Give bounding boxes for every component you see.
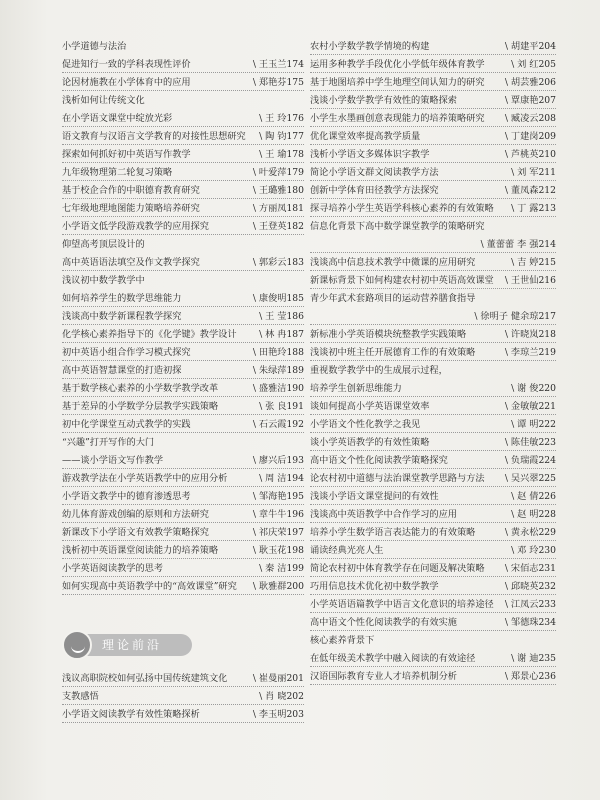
entry-title: 初中化学课堂互动式教学的实践 <box>62 419 191 430</box>
toc-entry <box>62 488 304 506</box>
toc-entry <box>62 254 304 272</box>
entry-title: 论因材施教在小学体育中的应用 <box>62 77 191 88</box>
toc-entry <box>310 308 556 326</box>
entry-author-page: \ 王玉兰174 <box>252 59 304 70</box>
entry-author-page: \ 吉 婷215 <box>511 257 556 268</box>
entry-author-page: \ 芦桃英210 <box>504 149 556 160</box>
entry-author-page: \ 祁庆荣197 <box>252 527 304 538</box>
entry-author-page: \ 王世仙216 <box>504 275 556 286</box>
toc-entry <box>62 706 304 724</box>
toc-entry <box>310 182 556 200</box>
entry-title: 化学核心素养指导下的《化学键》教学设计 <box>62 329 237 340</box>
entry-author-page: \ 丁建岗209 <box>504 131 556 142</box>
entry-author-page: \ 郭彩云183 <box>252 257 304 268</box>
toc-entry <box>310 110 556 128</box>
toc-entry <box>310 524 556 542</box>
entry-author-page: \ 肖 晓202 <box>259 691 304 702</box>
entry-title: 青少年武术套路项目的运动营养膳食指导 <box>310 293 476 304</box>
entry-author-page: \ 王 莹186 <box>259 311 304 322</box>
entry-title: 信息化背景下高中数学课堂教学的策略研究 <box>310 221 485 232</box>
toc-entry <box>62 308 304 326</box>
toc-entry <box>62 236 304 254</box>
entry-author-page: \ 林 冉187 <box>259 329 304 340</box>
entry-title: 基于地图培养中学生地理空间认知力的研究 <box>310 77 485 88</box>
entry-title: 浅谈高中英语教学中合作学习的应用 <box>310 509 457 520</box>
toc-entry <box>62 110 304 128</box>
book-icon <box>62 630 92 660</box>
section-header <box>62 630 202 660</box>
entry-title: 七年级地理地图能力策略培养研究 <box>62 203 200 214</box>
entry-author-page: \ 刘 军211 <box>511 167 556 178</box>
entry-title: 新标准小学英语模块统整教学实践策略 <box>310 329 467 340</box>
entry-author-page: \ 张 良191 <box>259 401 304 412</box>
toc-entry <box>62 74 304 92</box>
entry-title: 在低年级美术教学中融入阅读的有效途径 <box>310 653 476 664</box>
entry-author-page: \ 陈佳敏223 <box>504 437 556 448</box>
entry-title: 浅析如何让传统文化 <box>62 95 145 106</box>
toc-entry <box>310 344 556 362</box>
toc-entry <box>310 398 556 416</box>
entry-author-page: \ 耿雅群200 <box>252 581 304 592</box>
entry-title: 浅谈高中信息技术教学中微课的应用研究 <box>310 257 476 268</box>
toc-entry <box>62 128 304 146</box>
toc-entry <box>310 146 556 164</box>
toc-entry <box>310 614 556 632</box>
entry-author-page: \ 金敏敏221 <box>504 401 556 412</box>
toc-entry <box>62 506 304 524</box>
entry-author-page: \ 邹海艳195 <box>252 491 304 502</box>
entry-title: 高中英语智慧课堂的打造初探 <box>62 365 182 376</box>
toc-entry <box>62 560 304 578</box>
entry-author-page: \ 方丽凤181 <box>252 203 304 214</box>
toc-entry <box>62 272 304 290</box>
toc-entry <box>310 380 556 398</box>
section-title: 理论前沿 <box>102 638 163 652</box>
toc-entry <box>62 452 304 470</box>
toc-entry <box>62 146 304 164</box>
entry-title: 语文教育与汉语言文学教育的对接性思想研究 <box>62 131 246 142</box>
entry-title: 促进知行一致的学科表现性评价 <box>62 59 191 70</box>
entry-title: 如何培养学生的数学思维能力 <box>62 293 182 304</box>
entry-author-page: \ 邓 玲230 <box>511 545 556 556</box>
toc-column-left-lower <box>62 670 304 724</box>
toc-entry <box>310 254 556 272</box>
entry-author-page: \ 王 玲176 <box>259 113 304 124</box>
toc-entry <box>310 506 556 524</box>
entry-title: 创新中学体育田径教学方法探究 <box>310 185 439 196</box>
toc-entry <box>62 434 304 452</box>
toc-entry <box>310 236 556 254</box>
entry-title: 汉语国际教育专业人才培养机制分析 <box>310 671 457 682</box>
entry-author-page: \ 田艳玲188 <box>252 347 304 358</box>
entry-title: 小学语文低学段游戏教学的应用探究 <box>62 221 209 232</box>
toc-entry <box>62 670 304 688</box>
entry-author-page: \ 盛雅洁190 <box>252 383 304 394</box>
entry-author-page: \ 胡建平204 <box>504 41 556 52</box>
toc-entry <box>62 416 304 434</box>
toc-entry <box>310 578 556 596</box>
entry-title: 简论农村初中体育教学存在问题及解决策略 <box>310 563 485 574</box>
entry-author-page: \ 黄永松229 <box>504 527 556 538</box>
entry-title: ——谈小学语文写作教学 <box>62 455 164 466</box>
toc-entry <box>310 560 556 578</box>
entry-title: 新课改下小学语文有效教学策略探究 <box>62 527 209 538</box>
toc-entry <box>310 596 556 614</box>
entry-author-page: \ 石云霞192 <box>252 419 304 430</box>
toc-entry <box>62 398 304 416</box>
entry-title: 小学英语阅读教学的思考 <box>62 563 164 574</box>
entry-author-page: \ 负瑞霞224 <box>504 455 556 466</box>
entry-title: 高中语文个性化阅读教学策略探究 <box>310 455 448 466</box>
entry-title: 小学道德与法治 <box>62 41 127 52</box>
entry-title: 小学语文教学中的德育渗透思考 <box>62 491 191 502</box>
entry-author-page: \ 臧凌云208 <box>504 113 556 124</box>
entry-title: 浅析小学语文多媒体识字教学 <box>310 149 430 160</box>
entry-title: 探寻培养小学生英语学科核心素养的有效策略 <box>310 203 494 214</box>
entry-title: 小学英语语篇教学中语言文化意识的培养途径 <box>310 599 494 610</box>
entry-author-page: \ 谢 迪235 <box>511 653 556 664</box>
entry-title: 浅谈高中数学新课程教学探究 <box>62 311 182 322</box>
entry-title: 谈小学英语教学的有效性策略 <box>310 437 430 448</box>
entry-title: 支教感悟 <box>62 691 99 702</box>
entry-author-page: \ 丁 露213 <box>511 203 556 214</box>
toc-entry <box>310 488 556 506</box>
entry-title: 农村小学数学教学情境的构建 <box>310 41 430 52</box>
toc-entry <box>62 290 304 308</box>
entry-author-page: \ 刘 红205 <box>511 59 556 70</box>
toc-entry <box>310 650 556 668</box>
toc-entry <box>310 632 556 650</box>
entry-title: 小学语文阅读教学有效性策略探析 <box>62 709 200 720</box>
entry-title: 在小学语文课堂中绽放光彩 <box>62 113 173 124</box>
entry-author-page: \ 耿玉花198 <box>252 545 304 556</box>
entry-title: 仰望高考顶层设计的 <box>62 239 145 250</box>
toc-entry <box>62 470 304 488</box>
toc-entry <box>310 542 556 560</box>
entry-author-page: \ 陶 钧177 <box>259 131 304 142</box>
entry-author-page: \ 赵 明228 <box>511 509 556 520</box>
toc-entry <box>310 452 556 470</box>
entry-title: 重视数学教学中的生成展示过程， <box>310 365 448 376</box>
entry-title: 浅谈小学语文课堂提问的有效性 <box>310 491 439 502</box>
toc-entry <box>62 542 304 560</box>
toc-entry <box>62 218 304 236</box>
entry-title: 浅议高职院校如何弘扬中国传统建筑文化 <box>62 673 228 684</box>
toc-entry <box>310 92 556 110</box>
entry-author-page: \ 廖兴后193 <box>252 455 304 466</box>
entry-author-page: \ 章牛牛196 <box>252 509 304 520</box>
entry-title: 初中英语小组合作学习模式探究 <box>62 347 191 358</box>
entry-title: 如何实现高中英语教学中的“高效课堂”研究 <box>62 581 237 592</box>
entry-title: 小学语文个性化教学之我见 <box>310 419 421 430</box>
toc-entry <box>310 326 556 344</box>
entry-title: 基于校企合作的中职德育教育研究 <box>62 185 200 196</box>
toc-entry <box>62 164 304 182</box>
entry-title: 培养学生创新思维能力 <box>310 383 402 394</box>
entry-author-page: \ 崔曼丽201 <box>252 673 304 684</box>
entry-author-page: \ 谢 俊220 <box>511 383 556 394</box>
entry-title: 游戏教学法在小学英语教学中的应用分析 <box>62 473 228 484</box>
entry-title: 巧用信息技术优化初中数学教学 <box>310 581 439 592</box>
toc-entry <box>310 128 556 146</box>
entry-title: 九年级物理第二轮复习策略 <box>62 167 173 178</box>
entry-title: 高中英语语法填空及作文教学探究 <box>62 257 200 268</box>
toc-entry <box>62 56 304 74</box>
toc-entry <box>62 182 304 200</box>
entry-author-page: \ 王 瑜178 <box>259 149 304 160</box>
entry-title: 浅谈小学数学教学有效性的策略探索 <box>310 95 457 106</box>
entry-author-page: \ 王登英182 <box>252 221 304 232</box>
toc-entry <box>62 578 304 596</box>
entry-author-page: \ 李玉明203 <box>252 709 304 720</box>
entry-title: 浅谈初中班主任开展德育工作的有效策略 <box>310 347 476 358</box>
toc-entry <box>62 326 304 344</box>
entry-title: 论农村初中道德与法治课堂教学思路与方法 <box>310 473 485 484</box>
toc-entry <box>310 74 556 92</box>
toc-entry <box>62 524 304 542</box>
entry-title: 简论小学语文群文阅读教学方法 <box>310 167 439 178</box>
toc-entry <box>310 38 556 56</box>
entry-title: 培养小学生数学语言表达能力的有效策略 <box>310 527 476 538</box>
entry-author-page: \ 赵 倩226 <box>511 491 556 502</box>
entry-author-page: \ 江凤云233 <box>504 599 556 610</box>
toc-entry <box>62 38 304 56</box>
entry-author-page: \ 康俊明185 <box>252 293 304 304</box>
entry-title: 幼儿体育游戏创编的原则和方法研究 <box>62 509 209 520</box>
toc-entry <box>310 416 556 434</box>
entry-author-page: \ 吴兴翠225 <box>504 473 556 484</box>
entry-author-page: \ 叶爱萍179 <box>252 167 304 178</box>
entry-title: 新课标背景下如何构建农村初中英语高效课堂 <box>310 275 494 286</box>
entry-author-page: \ 郑景心236 <box>504 671 556 682</box>
entry-author-page: \ 胡芸雅206 <box>504 77 556 88</box>
entry-title: 基于数学核心素养的小学数学教学改革 <box>62 383 219 394</box>
entry-author-page: \ 邱晓英232 <box>504 581 556 592</box>
toc-entry <box>62 344 304 362</box>
entry-title: 小学生水墨画创意表现能力的培养策略研究 <box>310 113 485 124</box>
entry-author-page: \ 覃康艳207 <box>504 95 556 106</box>
entry-author-page: \ 董蕾蕾 李 强214 <box>480 239 556 250</box>
entry-title: 探索如何抓好初中英语写作教学 <box>62 149 191 160</box>
entry-author-page: \ 谭 明222 <box>511 419 556 430</box>
toc-entry <box>310 470 556 488</box>
toc-entry <box>310 164 556 182</box>
toc-entry <box>310 362 556 380</box>
entry-title: 核心素养背景下 <box>310 635 375 646</box>
toc-entry <box>310 434 556 452</box>
toc-entry <box>310 272 556 290</box>
toc-entry <box>310 200 556 218</box>
entry-author-page: \ 王璐雅180 <box>252 185 304 196</box>
toc-entry <box>310 56 556 74</box>
entry-title: 基于差异的小学数学分层教学实践策略 <box>62 401 219 412</box>
toc-entry <box>310 218 556 236</box>
entry-author-page: \ 秦 洁199 <box>259 563 304 574</box>
toc-column-left <box>62 38 304 596</box>
toc-entry <box>62 200 304 218</box>
toc-column-right <box>310 38 556 686</box>
entry-title: 诵读经典光亮人生 <box>310 545 384 556</box>
entry-author-page: \ 邹德珠234 <box>504 617 556 628</box>
entry-author-page: \ 宋佰志231 <box>504 563 556 574</box>
entry-title: 浅析初中英语课堂阅读能力的培养策略 <box>62 545 219 556</box>
toc-entry <box>62 380 304 398</box>
toc-entry <box>62 92 304 110</box>
entry-title: “兴趣”打开写作的大门 <box>62 437 155 448</box>
entry-author-page: \ 朱绿萍189 <box>252 365 304 376</box>
entry-author-page: \ 徐明子 健余琼217 <box>474 311 556 322</box>
entry-title: 运用多种教学手段优化小学低年级体育教学 <box>310 59 485 70</box>
toc-entry <box>62 362 304 380</box>
toc-entry <box>310 290 556 308</box>
entry-title: 高中语文个性化阅读教学的有效实施 <box>310 617 457 628</box>
entry-title: 浅议初中数学教学中 <box>62 275 145 286</box>
entry-author-page: \ 李琼兰219 <box>504 347 556 358</box>
entry-author-page: \ 董凤森212 <box>504 185 556 196</box>
entry-title: 优化课堂效率提高教学质量 <box>310 131 421 142</box>
entry-author-page: \ 周 洁194 <box>259 473 304 484</box>
entry-author-page: \ 郑艳芬175 <box>252 77 304 88</box>
entry-title: 谈如何提高小学英语课堂效率 <box>310 401 430 412</box>
toc-entry <box>62 688 304 706</box>
toc-entry <box>310 668 556 686</box>
entry-author-page: \ 许晓岚218 <box>504 329 556 340</box>
